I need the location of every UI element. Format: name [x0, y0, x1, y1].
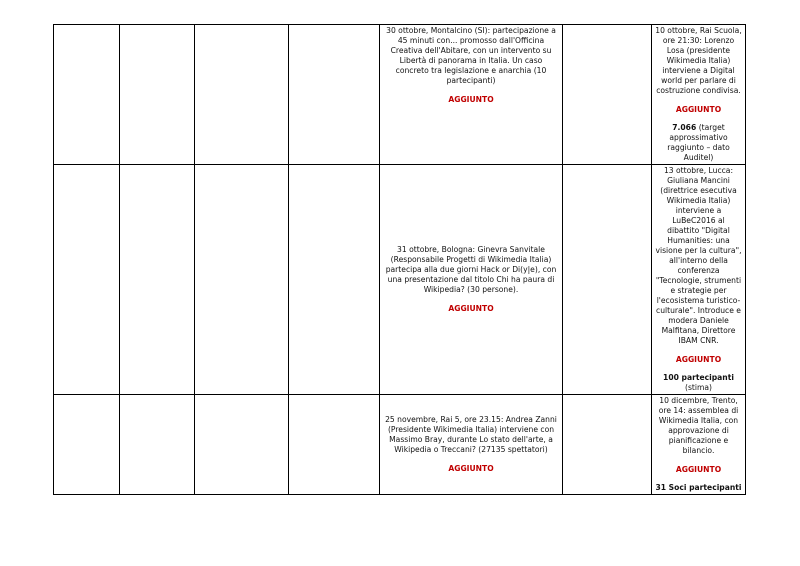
metric-value: 100 partecipanti: [663, 373, 734, 382]
empty-cell: [289, 25, 380, 165]
table-row: [54, 165, 746, 395]
event-cell: [380, 25, 563, 165]
empty-cell: [195, 395, 289, 495]
side-cell: [652, 165, 746, 395]
empty-cell: [54, 25, 120, 165]
event-cell: [380, 165, 563, 395]
status-label: AGGIUNTO: [675, 105, 722, 114]
metric-note: (target approssimativo raggiunto – dato Auditel): [667, 123, 730, 162]
event-text: 31 ottobre, Bologna: Ginevra Sanvitale (Responsabile Progetti di Wikimedia Italia) partecipa alla due giorni Hack or Di(y|e), con una presentazione dal titolo Chi ha paura di Wikipedia? (30 persone).: [385, 245, 557, 294]
metric-value: 7.066: [672, 123, 697, 132]
side-cell: [652, 25, 746, 165]
table-row: [54, 395, 746, 495]
empty-cell: [54, 165, 120, 395]
side-text: 13 ottobre, Lucca: Giuliana Mancini (direttrice esecutiva Wikimedia Italia) interviene a LuBeC2016 al dibattito "Digital Humanities: una visione per la cultura", all'interno della conferenza "Tecnologie, strumenti e strategie per l'ecosistema turistico-culturale". Introduce e modera Daniele Malfitana, Direttore IBAM CNR.: [655, 166, 742, 345]
metric: [655, 373, 742, 393]
metric-value: 31 Soci partecipanti: [655, 483, 742, 492]
event-cell: [380, 395, 563, 495]
report-table: [53, 24, 746, 495]
status-label: AGGIUNTO: [448, 95, 494, 104]
side-text: 10 ottobre, Rai Scuola, ore 21:30: Lorenzo Losa (presidente Wikimedia Italia) interviene a Digital world per parlare di costruzione condivisa.: [655, 26, 742, 95]
metric-note: (stima): [684, 383, 713, 392]
status-label: AGGIUNTO: [448, 464, 494, 473]
metric: [655, 123, 742, 163]
side-text: 10 dicembre, Trento, ore 14: assemblea di Wikimedia Italia, con approvazione di pianificazione e bilancio.: [658, 396, 739, 455]
empty-cell: [120, 165, 195, 395]
empty-cell: [289, 165, 380, 395]
event-text: 25 novembre, Rai 5, ore 23.15: Andrea Zanni (Presidente Wikimedia Italia) interviene con Massimo Bray, durante Lo stato dell'arte, a Wikipedia o Treccani? (27135 spettatori): [385, 415, 557, 454]
event-text: 30 ottobre, Montalcino (SI): partecipazione a 45 minuti con... promosso dall'Officina Creativa dell'Abitare, con un intervento su Libertà di panorama in Italia. Un caso concreto tra legislazione e anarchia (10 partecipanti): [386, 26, 556, 85]
empty-cell: [120, 395, 195, 495]
side-cell: [652, 395, 746, 495]
status-label: AGGIUNTO: [448, 304, 494, 313]
empty-cell: [289, 395, 380, 495]
status-label: AGGIUNTO: [675, 465, 722, 474]
table-row: [54, 25, 746, 165]
empty-cell: [563, 25, 652, 165]
empty-cell: [195, 25, 289, 165]
empty-cell: [563, 395, 652, 495]
empty-cell: [54, 395, 120, 495]
empty-cell: [563, 165, 652, 395]
empty-cell: [120, 25, 195, 165]
status-label: AGGIUNTO: [675, 355, 722, 364]
empty-cell: [195, 165, 289, 395]
